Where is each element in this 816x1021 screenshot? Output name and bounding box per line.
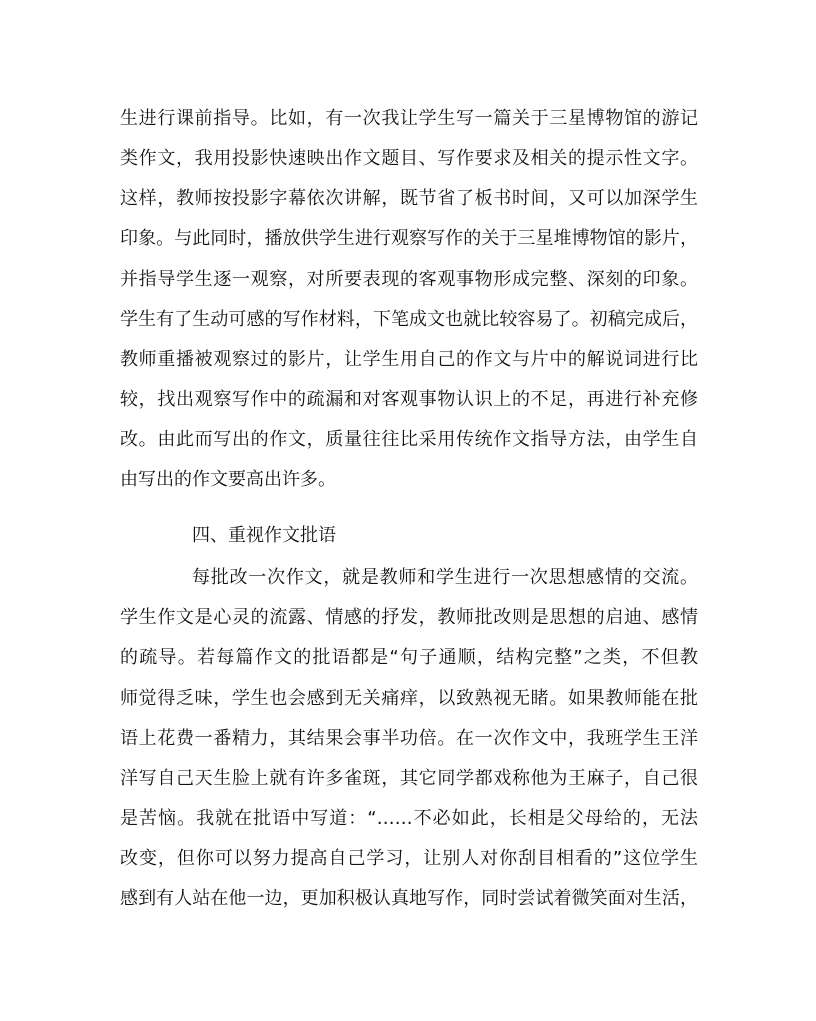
paragraph-1-line-1: 生进行课前指导。比如，有一次我让学生写一篇关于三星博物馆的游记 bbox=[120, 108, 698, 129]
paragraph-1-line-2: 类作文，我用投影快速映出作文题目、写作要求及相关的提示性文字。 bbox=[120, 148, 698, 169]
paragraph-2-line-9: 感到有人站在他一边，更加积极认真地写作，同时尝试着微笑面对生活， bbox=[120, 888, 698, 909]
paragraph-1-line-4: 印象。与此同时，播放供学生进行观察写作的关于三星堆博物馆的影片， bbox=[120, 228, 698, 249]
paragraph-2-line-1: 每批改一次作文，就是教师和学生进行一次思想感情的交流。 bbox=[192, 567, 698, 588]
paragraph-2-line-8: 改变，但你可以努力提高自己学习，让别人对你刮目相看的”这位学生 bbox=[120, 848, 698, 869]
paragraph-1-line-6: 学生有了生动可感的写作材料，下笔成文也就比较容易了。初稿完成后， bbox=[120, 309, 698, 330]
paragraph-2-line-6: 洋写自己天生脸上就有许多雀斑，其它同学都戏称他为王麻子，自己很 bbox=[120, 768, 698, 789]
paragraph-1-line-3: 这样，教师按投影字幕依次讲解，既节省了板书时间，又可以加深学生 bbox=[120, 188, 698, 209]
paragraph-2-line-5: 语上花费一番精力，其结果会事半功倍。在一次作文中，我班学生王洋 bbox=[120, 728, 698, 749]
paragraph-1-line-10: 由写出的作文要高出许多。 bbox=[120, 469, 336, 490]
paragraph-2-line-3: 的疏导。若每篇作文的批语都是“句子通顺，结构完整”之类，不但教 bbox=[120, 647, 698, 668]
paragraph-2-line-7: 是苦恼。我就在批语中写道：“……不必如此，长相是父母给的，无法 bbox=[120, 808, 698, 829]
paragraph-2-line-4: 师觉得乏味，学生也会感到无关痛痒，以致熟视无睹。如果教师能在批 bbox=[120, 688, 698, 709]
paragraph-1-line-7: 教师重播被观察过的影片，让学生用自己的作文与片中的解说词进行比 bbox=[120, 349, 698, 370]
paragraph-1-line-8: 较，找出观察写作中的疏漏和对客观事物认识上的不足，再进行补充修 bbox=[120, 389, 698, 410]
paragraph-2-line-2: 学生作文是心灵的流露、情感的抒发，教师批改则是思想的启迪、感情 bbox=[120, 607, 698, 628]
paragraph-1-line-5: 并指导学生逐一观察，对所要表现的客观事物形成完整、深刻的印象。 bbox=[120, 269, 698, 290]
section-heading: 四、重视作文批语 bbox=[192, 525, 336, 546]
paragraph-1-line-9: 改。由此而写出的作文，质量往往比采用传统作文指导方法，由学生自 bbox=[120, 429, 698, 450]
